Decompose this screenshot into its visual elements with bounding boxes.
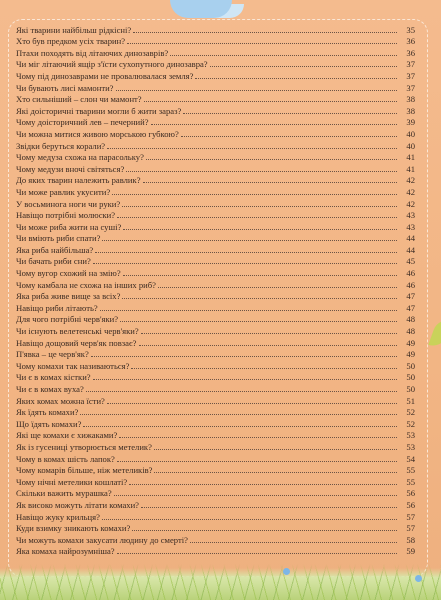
toc-entry-page: 37 — [406, 59, 415, 70]
toc-leader-dots — [102, 519, 397, 520]
toc-entry-page: 37 — [406, 82, 415, 93]
toc-leader-dots — [131, 368, 397, 369]
toc-leader-dots — [95, 252, 397, 253]
toc-entry — [16, 81, 415, 93]
toc-entry — [16, 324, 415, 336]
flower-icon — [283, 568, 290, 575]
toc-entry — [16, 116, 415, 128]
table-of-contents — [16, 23, 415, 556]
toc-entry-page: 49 — [406, 337, 415, 348]
toc-entry-page: 47 — [406, 291, 415, 302]
toc-entry — [16, 301, 415, 313]
toc-entry-page: 42 — [406, 198, 415, 209]
toc-entry — [16, 510, 415, 522]
toc-leader-dots — [158, 287, 397, 288]
toc-entry-title: Яка риба живе вище за всіх? — [16, 291, 121, 302]
toc-entry — [16, 336, 415, 348]
toc-leader-dots — [139, 345, 398, 346]
toc-entry-page: 46 — [406, 279, 415, 290]
toc-entry — [16, 139, 415, 151]
toc-leader-dots — [117, 217, 397, 218]
toc-entry — [16, 371, 415, 383]
toc-entry — [16, 197, 415, 209]
toc-entry-page: 57 — [406, 523, 415, 534]
toc-entry-page: 38 — [406, 105, 415, 116]
toc-leader-dots — [107, 148, 397, 149]
toc-entry-title: Для чого потрібні черв'яки? — [16, 314, 119, 325]
toc-entry-title: Як із гусениці утворюється метелик? — [16, 441, 152, 452]
toc-entry-title: Яка риба найбільша? — [16, 244, 94, 255]
toc-entry — [16, 278, 415, 290]
toc-leader-dots — [112, 194, 397, 195]
toc-entry-title: Чи можуть комахи закусати людину до смерті? — [16, 534, 188, 545]
toc-entry — [16, 406, 415, 418]
toc-leader-dots — [133, 32, 397, 33]
toc-entry — [16, 162, 415, 174]
toc-entry-page: 37 — [406, 70, 415, 81]
toc-entry-page: 59 — [406, 546, 415, 557]
toc-leader-dots — [154, 472, 397, 473]
toc-leader-dots — [117, 461, 397, 462]
toc-entry-page: 35 — [406, 24, 415, 35]
toc-entry — [16, 313, 415, 325]
toc-entry — [16, 35, 415, 47]
toc-entry — [16, 185, 415, 197]
toc-entry-title: Чи існують велетенські черв'яки? — [16, 326, 139, 337]
toc-entry-page: 47 — [406, 302, 415, 313]
toc-entry-page: 43 — [406, 210, 415, 221]
toc-entry-page: 46 — [406, 268, 415, 279]
toc-entry-title: Чи можна митися живою морською губкою? — [16, 128, 179, 139]
toc-entry-page: 49 — [406, 349, 415, 360]
toc-leader-dots — [126, 171, 397, 172]
toc-leader-dots — [100, 310, 397, 311]
toc-entry-title: Звідки беруться корали? — [16, 140, 106, 151]
toc-entry-page: 57 — [406, 511, 415, 522]
toc-leader-dots — [122, 206, 397, 207]
toc-entry — [16, 522, 415, 534]
toc-entry — [16, 394, 415, 406]
grass-blades — [0, 564, 441, 600]
toc-entry-page: 48 — [406, 314, 415, 325]
toc-entry-page: 43 — [406, 221, 415, 232]
toc-leader-dots — [86, 391, 397, 392]
toc-entry — [16, 452, 415, 464]
toc-entry-title: Чому доісторичний лев – печерний? — [16, 117, 149, 128]
toc-leader-dots — [129, 484, 397, 485]
toc-entry-title: Чи бувають лисі мамонти? — [16, 82, 114, 93]
toc-leader-dots — [127, 43, 397, 44]
flower-icon — [415, 575, 422, 582]
toc-entry — [16, 209, 415, 221]
toc-entry-title: Скільки важить мурашка? — [16, 488, 112, 499]
toc-entry-title: Навіщо риби літають? — [16, 302, 98, 313]
toc-entry-title: Чому вугор схожий на змію? — [16, 268, 121, 279]
toc-entry — [16, 127, 415, 139]
toc-entry-title: Чому під динозаврами не провалювалася земля? — [16, 70, 194, 81]
toc-entry-page: 44 — [406, 233, 415, 244]
toc-leader-dots — [210, 66, 397, 67]
toc-entry — [16, 46, 415, 58]
toc-entry-title: Чому камбала не схожа на інших риб? — [16, 279, 156, 290]
toc-leader-dots — [143, 182, 397, 183]
toc-entry-title: Чи є в комах кістки? — [16, 372, 91, 383]
toc-leader-dots — [122, 298, 397, 299]
toc-entry-title: Чому медуза схожа на парасольку? — [16, 152, 144, 163]
toc-entry-title: Яких комах можна їсти? — [16, 395, 105, 406]
toc-entry-title: Чому комахи так називаються? — [16, 360, 130, 371]
toc-entry — [16, 220, 415, 232]
toc-leader-dots — [181, 136, 397, 137]
toc-entry — [16, 533, 415, 545]
toc-entry-title: Чи бачать риби сни? — [16, 256, 91, 267]
toc-entry-page: 53 — [406, 441, 415, 452]
toc-entry-title: Навіщо потрібні молюски? — [16, 210, 116, 221]
toc-entry-page: 50 — [406, 360, 415, 371]
toc-entry — [16, 290, 415, 302]
toc-entry-page: 40 — [406, 140, 415, 151]
toc-leader-dots — [107, 403, 397, 404]
toc-entry-page: 55 — [406, 476, 415, 487]
toc-leader-dots — [80, 414, 397, 415]
toc-entry-page: 41 — [406, 163, 415, 174]
toc-leader-dots — [91, 356, 397, 357]
toc-leader-dots — [83, 426, 397, 427]
toc-leader-dots — [146, 159, 397, 160]
toc-entry-page: 52 — [406, 407, 415, 418]
toc-entry-title: Які тварини найбільш рідкісні? — [16, 24, 132, 35]
toc-entry-page: 56 — [406, 499, 415, 510]
toc-entry — [16, 104, 415, 116]
toc-entry — [16, 382, 415, 394]
toc-entry — [16, 475, 415, 487]
toc-entry-title: Яка комаха найрозумніша? — [16, 546, 115, 557]
toc-entry-page: 48 — [406, 326, 415, 337]
toc-entry-page: 38 — [406, 94, 415, 105]
toc-entry-page: 53 — [406, 430, 415, 441]
toc-entry — [16, 266, 415, 278]
toc-entry-page: 54 — [406, 453, 415, 464]
toc-entry-page: 45 — [406, 256, 415, 267]
toc-entry — [16, 174, 415, 186]
toc-entry — [16, 498, 415, 510]
toc-entry-page: 52 — [406, 418, 415, 429]
cloud-illustration — [170, 0, 232, 18]
toc-entry — [16, 429, 415, 441]
toc-leader-dots — [183, 113, 397, 114]
toc-entry — [16, 255, 415, 267]
toc-leader-dots — [102, 240, 397, 241]
toc-entry-page: 42 — [406, 175, 415, 186]
toc-leader-dots — [195, 78, 397, 79]
toc-entry-title: Як високо можуть літати комахи? — [16, 499, 139, 510]
toc-leader-dots — [151, 124, 397, 125]
toc-entry-title: Які ще комахи є хижаками? — [16, 430, 118, 441]
toc-entry-title: Чи вміють риби спати? — [16, 233, 101, 244]
toc-entry-page: 50 — [406, 384, 415, 394]
toc-entry-title: П'явка – це черв'як? — [16, 349, 89, 360]
toc-entry-title: Які доісторичні тварини могли б жити зараз? — [16, 105, 182, 116]
toc-entry-title: Чи є в комах вуха? — [16, 384, 84, 394]
toc-entry-page: 42 — [406, 186, 415, 197]
toc-entry — [16, 151, 415, 163]
toc-leader-dots — [123, 229, 397, 230]
toc-leader-dots — [141, 333, 397, 334]
toc-leader-dots — [116, 90, 398, 91]
toc-entry-page: 56 — [406, 488, 415, 499]
toc-entry-title: Чому медузи вночі світяться? — [16, 163, 125, 174]
toc-entry-page: 36 — [406, 47, 415, 58]
toc-entry — [16, 359, 415, 371]
toc-entry-page: 55 — [406, 465, 415, 476]
toc-leader-dots — [141, 507, 397, 508]
toc-entry-title: Куди взимку зникають комахи? — [16, 523, 131, 534]
toc-entry — [16, 69, 415, 81]
toc-entry-title: Птахи походять від літаючих динозаврів? — [16, 47, 169, 58]
toc-entry — [16, 243, 415, 255]
toc-leader-dots — [170, 55, 397, 56]
toc-entry-title: У восьминога ноги чи руки? — [16, 198, 121, 209]
toc-entry — [16, 464, 415, 476]
toc-entry-title: Чи міг літаючий ящір з'їсти сухопутного динозавра? — [16, 59, 208, 70]
toc-entry-title: Чи може равлик укусити? — [16, 186, 111, 197]
toc-entry — [16, 487, 415, 499]
toc-leader-dots — [93, 379, 397, 380]
toc-entry-page: 50 — [406, 372, 415, 383]
toc-entry — [16, 348, 415, 360]
toc-entry — [16, 23, 415, 35]
toc-entry-title: Чи може риба жити на суші? — [16, 221, 122, 232]
toc-leader-dots — [144, 101, 397, 102]
toc-leader-dots — [114, 495, 397, 496]
toc-entry-title: Хто сильніший – слон чи мамонт? — [16, 94, 142, 105]
toc-entry-title: Чому комарів більше, ніж метеликів? — [16, 465, 153, 476]
toc-leader-dots — [120, 321, 397, 322]
toc-entry-title: Чому нічні метелики кошлаті? — [16, 476, 128, 487]
toc-entry-title: Навіщо дощовий черв'як повзає? — [16, 337, 137, 348]
toc-leader-dots — [132, 530, 397, 531]
toc-entry-page: 39 — [406, 117, 415, 128]
toc-entry-page: 36 — [406, 36, 415, 47]
toc-entry-page: 44 — [406, 244, 415, 255]
toc-leader-dots — [119, 437, 397, 438]
toc-entry — [16, 417, 415, 429]
toc-leader-dots — [123, 275, 397, 276]
toc-leader-dots — [117, 553, 397, 554]
toc-entry-title: Навіщо жуку крильця? — [16, 511, 100, 522]
toc-leader-dots — [190, 542, 397, 543]
toc-entry-page: 40 — [406, 128, 415, 139]
toc-entry — [16, 232, 415, 244]
toc-entry-page: 41 — [406, 152, 415, 163]
toc-entry-page: 58 — [406, 534, 415, 545]
toc-leader-dots — [154, 449, 397, 450]
toc-entry — [16, 58, 415, 70]
toc-entry-title: Хто був предком усіх тварин? — [16, 36, 126, 47]
toc-entry-title: До яких тварин належить равлик? — [16, 175, 141, 186]
toc-entry-title: Як їдять комахи? — [16, 407, 79, 418]
toc-entry — [16, 93, 415, 105]
toc-entry — [16, 440, 415, 452]
toc-entry — [16, 545, 415, 557]
toc-entry-page: 51 — [406, 395, 415, 406]
toc-leader-dots — [93, 263, 397, 264]
toc-entry-title: Чому в комах шість лапок? — [16, 453, 115, 464]
toc-entry-title: Що їдять комахи? — [16, 418, 82, 429]
